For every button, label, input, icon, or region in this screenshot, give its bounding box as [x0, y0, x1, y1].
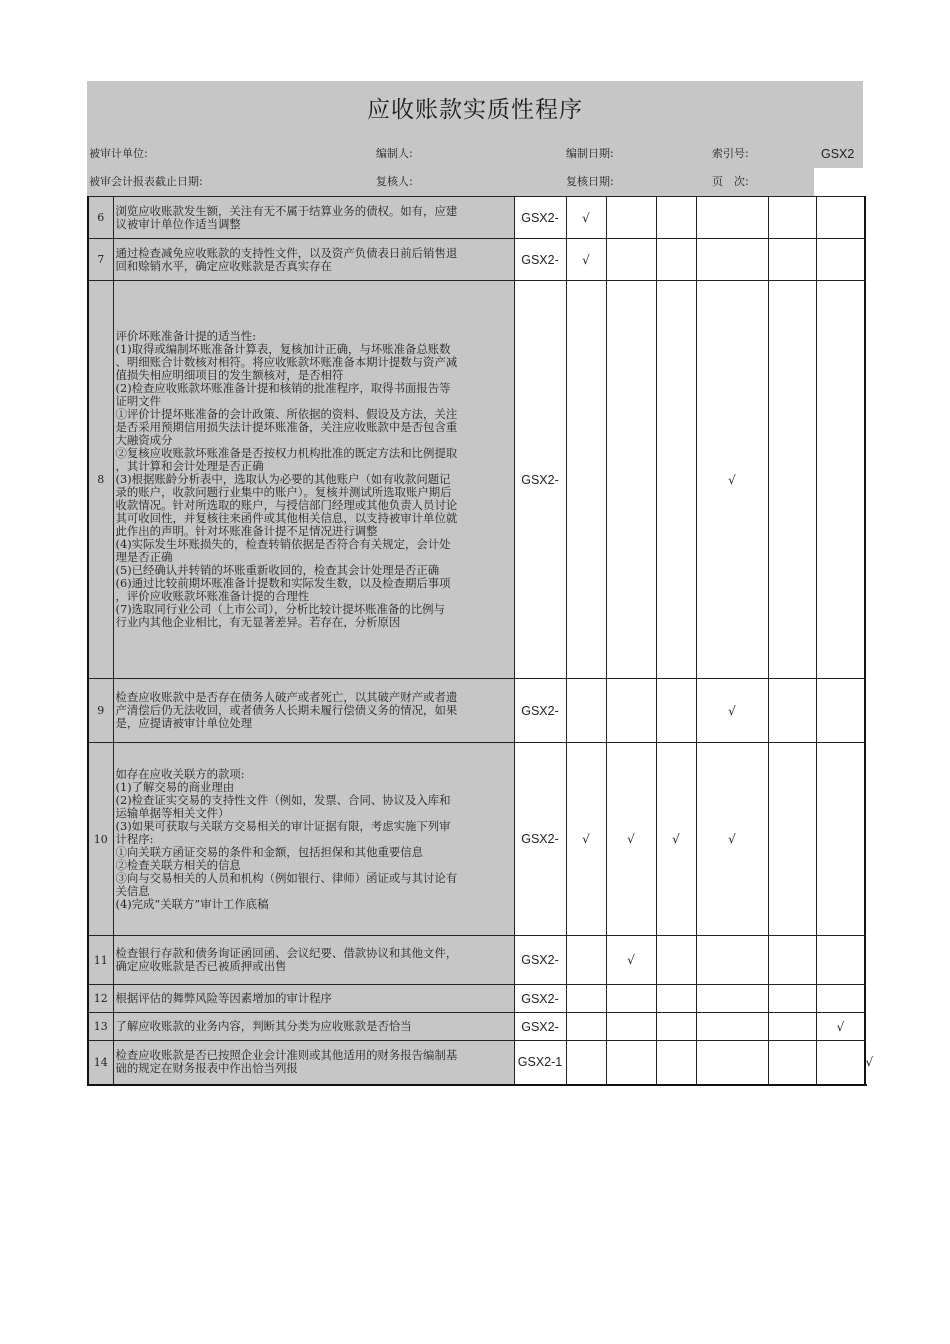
assertion-cell-5 [768, 239, 816, 281]
procedure-description-line: (1)了解交易的商业理由 [115, 780, 235, 794]
check-mark: √ [865, 1055, 874, 1070]
assertion-cell-2 [606, 985, 656, 1013]
assertion-cell-3 [656, 985, 696, 1013]
assertion-cell-4 [696, 679, 768, 743]
procedure-number: 12 [88, 985, 113, 1013]
check-mark: √ [672, 832, 680, 846]
check-mark: √ [582, 252, 590, 267]
workpaper-reference: GSX2- [514, 679, 566, 743]
check-mark: √ [728, 703, 736, 718]
page-title: 应收账款实质性程序 [367, 97, 583, 123]
assertion-cell-2 [606, 743, 656, 936]
assertion-cell-5 [768, 281, 816, 679]
procedure-description-line: 检查应收账款中是否存在债务人破产或者死亡，以其破产财产或者遗 [115, 691, 458, 704]
procedure-number: 14 [88, 1041, 113, 1085]
procedure-row [88, 985, 865, 1013]
procedure-description-line: 础的规定在财务报表中作出恰当列报 [115, 1062, 298, 1076]
procedure-description-line: 理是否正确 [115, 551, 173, 564]
procedure-description-line: 产清偿后仍无法收回，或者债务人长期未履行偿债义务的情况，如果 [115, 704, 458, 717]
workpaper-reference: GSX2- [514, 743, 566, 936]
review-date-label: 复核日期: [566, 175, 614, 188]
procedure-description-line: (3)如果可获取与关联方交易相关的审计证据有限，考虑实施下列审 [115, 819, 451, 833]
procedure-description-line: ②检查关联方相关的信息 [115, 858, 241, 872]
procedure-number: 10 [88, 743, 113, 936]
assertion-cell-6 [816, 743, 865, 936]
assertion-cell-3 [656, 679, 696, 743]
assertion-cell-3 [656, 936, 696, 985]
assertion-cell-6 [816, 936, 865, 985]
check-mark: √ [627, 832, 635, 846]
assertion-cell-1 [566, 1013, 606, 1041]
procedure-number: 8 [88, 281, 113, 679]
assertion-cell-3 [656, 197, 696, 239]
workpaper-reference: GSX2- [514, 1013, 566, 1041]
assertion-cell-6 [816, 679, 865, 743]
procedure-description-line: 议被审计单位作适当调整 [115, 217, 241, 231]
assertion-cell-5 [768, 936, 816, 985]
workpaper-reference: GSX2-1 [514, 1041, 566, 1085]
procedure-row [88, 1013, 865, 1041]
procedure-description-line: 此作出的声明。针对坏账准备计提不足情况进行调整 [115, 525, 378, 538]
assertion-cell-3 [656, 743, 696, 936]
index-value: GSX2 [821, 147, 855, 161]
page-number-label: 页 次: [712, 175, 749, 188]
procedure-description-line: ，其计算和会计处理是否正确 [115, 460, 264, 473]
preparer-label: 编制人: [376, 147, 413, 160]
procedure-description-line: 行业内其他企业相比，有无显著差异。若存在，分析原因 [115, 616, 401, 629]
assertion-cell-1 [566, 239, 606, 281]
report-date-label: 被审会计报表截止日期: [89, 175, 203, 188]
assertion-cell-6 [816, 1013, 865, 1041]
procedure-description-line: ③向与交易相关的人员和机构（例如银行、律师）函证或与其讨论有 [115, 871, 458, 885]
assertion-cell-5 [768, 197, 816, 239]
check-mark: √ [836, 1019, 845, 1034]
assertion-cell-2 [606, 281, 656, 679]
workpaper-reference: GSX2- [514, 936, 566, 985]
procedure-description-line: 是，应提请被审计单位处理 [115, 717, 253, 730]
assertion-cell-5 [768, 679, 816, 743]
procedure-description-line: (5)已经确认并转销的坏账重新收回的，检查其会计处理是否正确 [115, 564, 440, 577]
assertion-cell-4 [696, 197, 768, 239]
assertion-cell-2 [606, 679, 656, 743]
procedure-description [113, 197, 514, 239]
assertion-cell-4 [696, 281, 768, 679]
assertion-cell-4 [696, 743, 768, 936]
assertion-cell-4 [696, 985, 768, 1013]
procedure-row [88, 197, 865, 239]
procedure-description [113, 985, 514, 1013]
procedure-row [88, 936, 865, 985]
procedure-number: 13 [88, 1013, 113, 1041]
workpaper-reference: GSX2- [514, 985, 566, 1013]
procedure-description [113, 743, 514, 936]
assertion-cell-1 [566, 679, 606, 743]
procedure-description-line: 通过检查减免应收账款的支持性文件，以及资产负债表日前后销售退 [115, 246, 458, 260]
assertion-cell-1 [566, 936, 606, 985]
procedure-row [88, 743, 865, 936]
assertion-cell-3 [656, 239, 696, 281]
procedure-description-line: 值损失相应明细项目的发生额核对，是否相符 [115, 369, 344, 382]
assertion-cell-1 [566, 1041, 606, 1085]
procedure-description [113, 936, 514, 985]
procedure-row [88, 1041, 865, 1085]
procedure-description-line: ②复核应收账款坏账准备是否按权力机构批准的既定方法和比例提取 [115, 447, 458, 460]
procedure-description-line: (3)根据账龄分析表中，选取认为必要的其他账户（如有收款问题记 [115, 473, 451, 486]
procedure-description-line: 浏览应收账款发生额，关注有无不属于结算业务的债权。如有，应建 [115, 204, 458, 218]
procedure-description-line: 回和赊销水平，确定应收账款是否真实存在 [115, 259, 332, 273]
procedure-description-line: ①向关联方函证交易的条件和金额，包括担保和其他重要信息 [115, 845, 424, 859]
assertion-cell-6 [816, 1041, 865, 1085]
procedure-description-line: 检查银行存款和债务询证函回函、会议纪要、借款协议和其他文件， [115, 947, 458, 960]
assertion-cell-2 [606, 239, 656, 281]
procedure-description-line: (4)实际发生坏账损失的，检查转销依据是否符合有关规定，会计处 [115, 538, 451, 551]
assertion-cell-4 [696, 1041, 768, 1085]
reviewer-label: 复核人: [376, 175, 413, 188]
procedure-table [87, 196, 874, 1086]
assertion-cell-6 [816, 985, 865, 1013]
procedure-row [88, 281, 865, 679]
assertion-cell-3 [656, 1041, 696, 1085]
procedure-number: 9 [88, 679, 113, 743]
assertion-cell-2 [606, 197, 656, 239]
header-info-row-1 [87, 140, 863, 168]
assertion-cell-6 [816, 239, 865, 281]
procedure-description-line: 录的账户，收款问题行业集中的账户）。复核并测试所选取账户期后 [115, 486, 452, 499]
procedure-description-line: (2)检查应收账款坏账准备计提和核销的批准程序，取得书面报告等 [115, 382, 451, 395]
procedure-row [88, 679, 865, 743]
assertion-cell-5 [768, 1013, 816, 1041]
assertion-cell-4 [696, 239, 768, 281]
check-mark: √ [728, 472, 736, 487]
procedure-description-line: (4)完成“关联方”审计工作底稿 [115, 897, 269, 911]
assertion-cell-6 [816, 281, 865, 679]
workpaper-reference: GSX2- [514, 281, 566, 679]
procedure-description [113, 1013, 514, 1041]
procedure-description [113, 1041, 514, 1085]
procedure-description-line: 确定应收账款是否已被质押或出售 [115, 960, 287, 973]
assertion-cell-5 [768, 1041, 816, 1085]
assertion-cell-5 [768, 985, 816, 1013]
procedure-description-line: 证明文件 [115, 395, 162, 408]
procedure-description-line: (1)取得或编制坏账准备计算表，复核加计正确，与坏账准备总账数 [115, 343, 451, 356]
procedure-number: 11 [88, 936, 113, 985]
procedure-row [88, 239, 865, 281]
workpaper-reference: GSX2- [514, 197, 566, 239]
procedure-description-line: 评价坏账准备计提的适当性: [115, 330, 257, 343]
assertion-cell-1 [566, 743, 606, 936]
procedure-number: 7 [88, 239, 113, 281]
procedure-description-line: 检查应收账款是否已按照企业会计准则或其他适用的财务报告编制基 [115, 1049, 458, 1063]
procedure-description-line: ，评价应收账款坏账准备计提的合理性 [115, 590, 310, 603]
procedure-description-line: 根据评估的舞弊风险等因素增加的审计程序 [115, 992, 332, 1005]
procedure-description-line: 、明细账合计数核对相符。将应收账款坏账准备本期计提数与资产减 [115, 356, 458, 369]
assertion-cell-1 [566, 281, 606, 679]
index-label: 索引号: [712, 147, 749, 160]
prepare-date-label: 编制日期: [566, 147, 614, 160]
procedure-description-line: 运输单据等相关文件） [115, 806, 230, 820]
procedure-description-line: 收款情况。针对所选取的账户，与授信部门经理或其他负责人员讨论 [115, 499, 458, 512]
procedure-description [113, 239, 514, 281]
procedure-description-line: 如存在应收关联方的款项: [115, 767, 245, 781]
check-mark: √ [728, 832, 736, 846]
procedure-description [113, 281, 514, 679]
workpaper-reference: GSX2- [514, 239, 566, 281]
check-mark: √ [582, 210, 590, 225]
assertion-cell-3 [656, 1013, 696, 1041]
procedure-description-line: 其可收回性，并复核往来函件或其他相关信息，以支持被审计单位就 [115, 512, 458, 525]
procedure-description-line: (7)选取同行业公司（上市公司），分析比较计提坏账准备的比例与 [115, 603, 445, 616]
assertion-cell-1 [566, 985, 606, 1013]
assertion-cell-4 [696, 936, 768, 985]
procedure-description-line: (6)通过比较前期坏账准备计提数和实际发生数，以及检查期后事项 [115, 577, 451, 590]
assertion-cell-4 [696, 1013, 768, 1041]
assertion-cell-2 [606, 936, 656, 985]
procedure-number: 6 [88, 197, 113, 239]
assertion-cell-2 [606, 1041, 656, 1085]
procedure-description-line: (2)检查证实交易的支持性文件（例如，发票、合同、协议及入库和 [115, 793, 451, 807]
procedure-description [113, 679, 514, 743]
assertion-cell-2 [606, 1013, 656, 1041]
procedure-description-line: 是否采用预期信用损失法计提坏账准备，关注应收账款中是否包含重 [115, 421, 458, 434]
assertion-cell-1 [566, 197, 606, 239]
assertion-cell-5 [768, 743, 816, 936]
procedure-description-line: ①评价计提坏账准备的会计政策、所依据的资料、假设及方法，关注 [115, 408, 458, 421]
check-mark: √ [627, 953, 635, 967]
procedure-description-line: 大融资成分 [115, 434, 173, 447]
auditee-label: 被审计单位: [89, 147, 148, 160]
procedure-description-line: 关信息 [115, 884, 150, 898]
procedure-description-line: 计程序: [115, 832, 154, 846]
assertion-cell-3 [656, 281, 696, 679]
assertion-cell-6 [816, 197, 865, 239]
procedure-description-line: 了解应收账款的业务内容，判断其分类为应收账款是否恰当 [115, 1020, 412, 1033]
check-mark: √ [582, 832, 590, 846]
header-info-row-2 [87, 168, 814, 196]
